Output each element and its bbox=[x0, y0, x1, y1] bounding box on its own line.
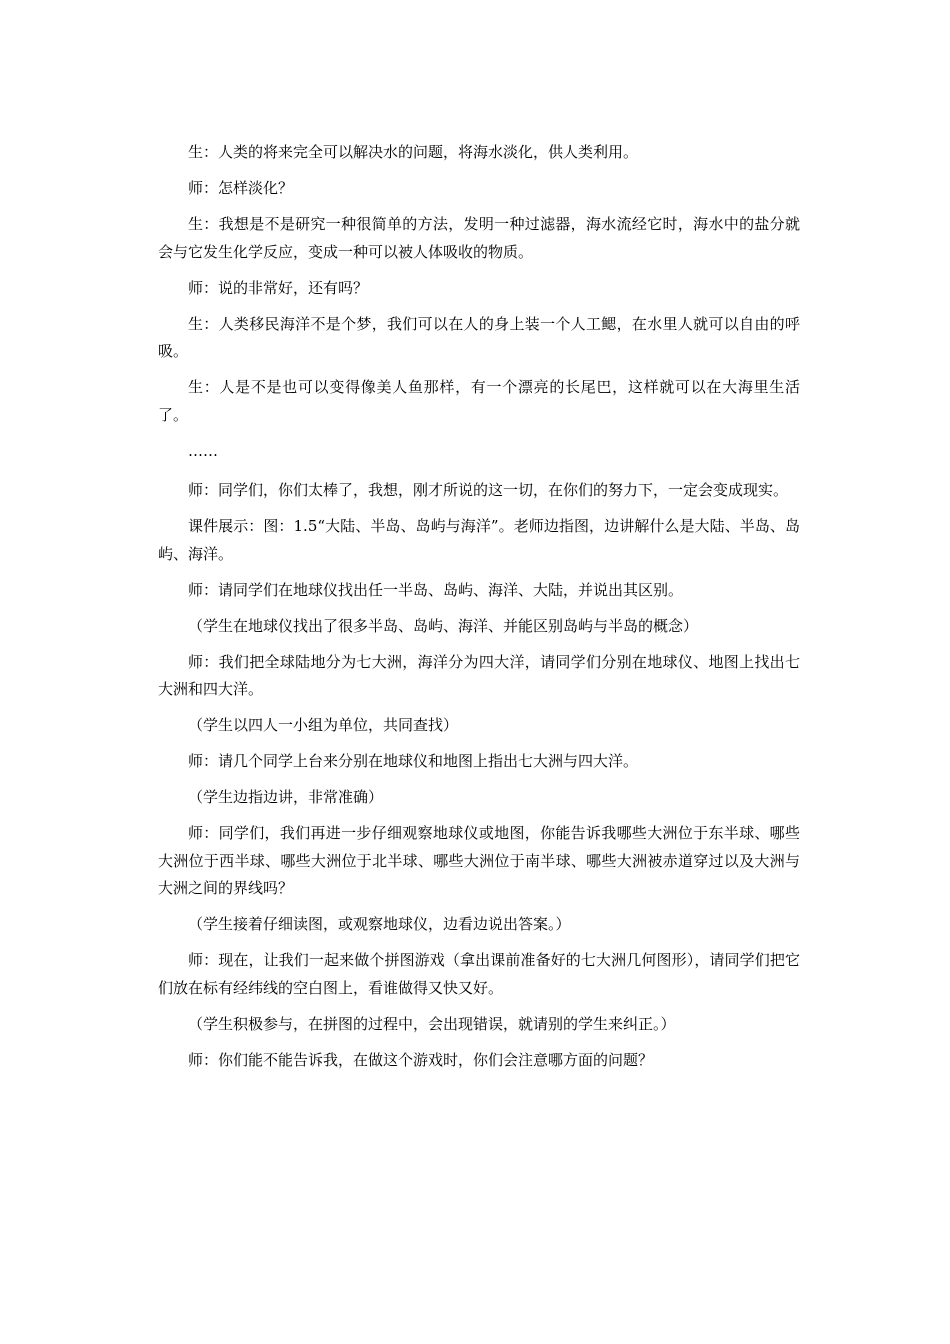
paragraph: 师：我们把全球陆地分为七大洲，海洋分为四大洋，请同学们分别在地球仪、地图上找出七大洲和四大洋。 bbox=[158, 652, 800, 698]
paragraph: 师：同学们，你们太棒了，我想，刚才所说的这一切，在你们的努力下，一定会变成现实。 bbox=[188, 481, 789, 499]
paragraph: 师：同学们，我们再进一步仔细观察地球仪或地图，你能告诉我哪些大洲位于东半球、哪些大洲位于西半球、哪些大洲位于北半球、哪些大洲位于南半球、哪些大洲被赤道穿过以及大洲与大洲之间的界线吗？ bbox=[158, 824, 800, 897]
document-page bbox=[158, 139, 800, 1083]
paragraph: 生：我想是不是研究一种很简单的方法，发明一种过滤器，海水流经它时，海水中的盐分就会与它发生化学反应，变成一种可以被人体吸收的物质。 bbox=[158, 215, 800, 261]
ellipsis: …… bbox=[188, 441, 218, 460]
paragraph: （学生接着仔细读图，或观察地球仪，边看边说出答案。） bbox=[188, 915, 571, 933]
paragraph: 生：人类移民海洋不是个梦，我们可以在人的身上装一个人工鳃，在水里人就可以自由的呼吸。 bbox=[158, 314, 800, 360]
paragraph: 师：你们能不能告诉我，在做这个游戏时，你们会注意哪方面的问题？ bbox=[188, 1050, 654, 1069]
paragraph: 师：请同学们在地球仪找出任一半岛、岛屿、海洋、大陆，并说出其区别。 bbox=[188, 580, 684, 599]
paragraph: 师：怎样淡化？ bbox=[188, 179, 294, 197]
paragraph: （学生以四人一小组为单位，共同查找） bbox=[188, 716, 459, 734]
paragraph: 师：现在，让我们一起来做个拼图游戏（拿出课前准备好的七大洲几何图形），请同学们把它们放在标有经纬线的空白图上，看谁做得又快又好。 bbox=[158, 951, 800, 997]
paragraph: 师：说的非常好，还有吗？ bbox=[188, 278, 369, 297]
paragraph: 生：人类的将来完全可以解决水的问题，将海水淡化，供人类利用。 bbox=[188, 143, 639, 161]
paragraph: 课件展示：图：1.5“大陆、半岛、岛屿与海洋”。老师边指图，边讲解什么是大陆、半岛、岛屿、海洋。 bbox=[158, 517, 800, 563]
paragraph: （学生积极参与，在拼图的过程中，会出现错误，就请别的学生来纠正。） bbox=[188, 1014, 676, 1033]
paragraph: 师：请几个同学上台来分别在地球仪和地图上指出七大洲与四大洋。 bbox=[188, 752, 639, 770]
paragraph: （学生边指边讲，非常准确） bbox=[188, 788, 384, 806]
paragraph: 生：人是不是也可以变得像美人鱼那样，有一个漂亮的长尾巴，这样就可以在大海里生活了。 bbox=[158, 378, 800, 424]
paragraph: （学生在地球仪找出了很多半岛、岛屿、海洋、并能区别岛屿与半岛的概念） bbox=[188, 616, 699, 635]
